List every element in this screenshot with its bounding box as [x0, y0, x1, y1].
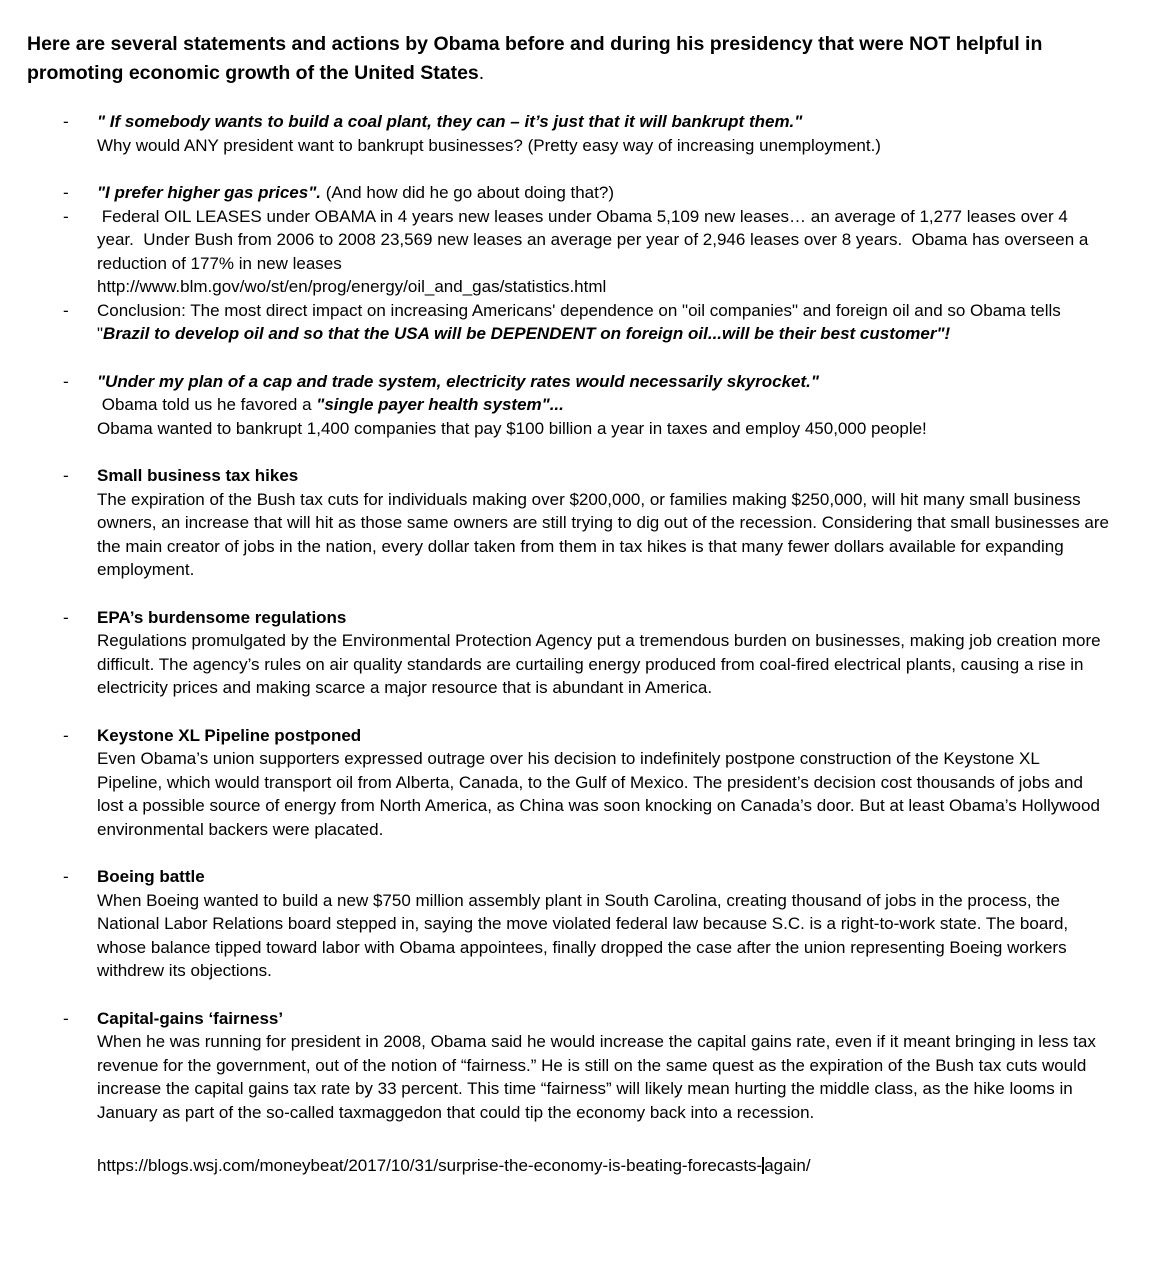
text-run: "single payer health system"...: [316, 395, 564, 414]
text-run: Small business tax hikes: [97, 466, 299, 485]
text-run: Conclusion: The most direct impact on increasing Americans' dependence on "oil companies" and foreign oil and so Obama tells ": [97, 300, 1066, 343]
title-text-bold: Here are several statements and actions by Obama before and during his presidency that were NOT helpful in promoting economic growth of the United States: [27, 33, 1043, 84]
bullet-marker: -: [63, 183, 69, 202]
page-title: [27, 30, 1109, 88]
list-item: [27, 205, 1109, 299]
bullet-content: [97, 181, 1109, 205]
footer-url-line: [27, 1154, 1109, 1178]
bullet-marker: -: [63, 725, 69, 745]
bullet-content: [97, 205, 1109, 299]
text-run: "I prefer higher gas prices".: [97, 183, 321, 202]
text-run: When Boeing wanted to build a new $750 million assembly plant in South Carolina, creating thousand of jobs in the process, the National Labor Relations board stepped in, saying the move violated federal law because S.C. is a right-to-work state. The board, whose balance tipped toward labor with Obama appointees, finally dropped the case after the union representing Boeing workers withdrew its objections.: [97, 890, 1073, 980]
text-run: http://www.blm.gov/wo/st/en/prog/energy/oil_and_gas/statistics.html: [97, 277, 607, 296]
bullet-content: [97, 299, 1109, 346]
heading-line: [97, 724, 1109, 748]
text-run: Obama told us he favored a: [97, 395, 317, 414]
bullet-marker: -: [63, 607, 69, 627]
list-item: [27, 606, 1109, 700]
text-run: Keystone XL Pipeline postponed: [97, 725, 362, 745]
bullet-content: [97, 724, 1109, 842]
text-run: Even Obama’s union supporters expressed outrage over his decision to indefinitely postpone construction of the Keystone XL Pipeline, which would transport oil from Alberta, Canada, to the Gulf of Mexico. The president’s decision cost thousands of jobs and lost a possible source of energy from North America, as China was soon knocking on Canada’s door. But at least Obama’s Hollywood environmental backers were placated.: [97, 749, 1105, 839]
bullet-content: [97, 606, 1109, 700]
body-line: [97, 629, 1109, 700]
list-item: [27, 181, 1109, 205]
title-text-period: .: [478, 62, 485, 84]
bullet-marker: -: [63, 112, 69, 131]
list-item: [27, 1007, 1109, 1125]
body-line: [97, 889, 1109, 983]
list-item: [27, 370, 1109, 441]
url-line: [97, 275, 1109, 299]
heading-line: [97, 1007, 1109, 1031]
bullet-content: [97, 1007, 1109, 1125]
bullet-marker: -: [63, 466, 69, 485]
heading-line: [97, 606, 1109, 630]
body-line: [97, 747, 1109, 841]
body-line: [97, 1030, 1109, 1124]
body-line: [97, 299, 1109, 346]
footer-url-text: https://blogs.wsj.com/moneybeat/2017/10/31/surprise-the-economy-is-beating-forecasts-: [97, 1156, 763, 1175]
bullet-marker: -: [63, 1008, 69, 1028]
footer-url-text-after: again/: [764, 1156, 811, 1175]
bullet-list: [27, 110, 1114, 1124]
text-run: (And how did he go about doing that?): [320, 183, 614, 202]
text-run: When he was running for president in 2008, Obama said he would increase the capital gains rate, even if it meant bringing in less tax revenue for the government, out of the notion of “fairness.” He is still on the same quest as the expiration of the Bush tax cuts would increase the capital gains tax rate by 33 percent. This time “fairness” will likely mean hurting the middle class, as the hike looms in January as part of the so-called taxmaggedon that could tip the economy back into a recession.: [97, 1032, 1101, 1122]
bullet-content: [97, 110, 1109, 157]
text-run: Brazil to develop oil and so that the USA will be DEPENDENT on foreign oil...will be their best customer"!: [103, 324, 951, 343]
body-line: [97, 393, 1109, 417]
quote-line: [97, 370, 1109, 394]
list-item: [27, 299, 1109, 346]
text-run: EPA’s burdensome regulations: [97, 607, 347, 627]
text-run: Boeing battle: [97, 867, 205, 886]
list-item: [27, 464, 1114, 582]
list-item: [27, 110, 1109, 157]
bullet-marker: -: [63, 206, 69, 226]
text-run: The expiration of the Bush tax cuts for individuals making over $200,000, or families making $250,000, will hit many small business owners, an increase that will hit as those same owners are still trying to dig out of the recession. Considering that small businesses are the main creator of jobs in the nation, every dollar taken from them in tax hikes is that many fewer dollars available for expanding employment.: [97, 489, 1114, 579]
body-line: [97, 417, 1109, 441]
text-run: Regulations promulgated by the Environmental Protection Agency put a tremendous burden on businesses, making job creation more difficult. The agency’s rules on air quality standards are curtailing energy produced from coal-fired electrical plants, causing a rise in electricity prices and making scarce a major resource that is abundant in America.: [97, 631, 1106, 697]
text-run: Obama wanted to bankrupt 1,400 companies that pay $100 billion a year in taxes and employ 450,000 people!: [97, 418, 927, 438]
quote-line: [97, 181, 1109, 205]
bullet-marker: -: [63, 300, 69, 320]
quote-line: [97, 110, 1109, 134]
text-run: " If somebody wants to build a coal plant, they can – it’s just that it will bankrupt them.": [97, 112, 803, 131]
list-item: [27, 724, 1109, 842]
body-line: [97, 205, 1109, 276]
bullet-marker: -: [63, 371, 69, 391]
comment-line: [97, 134, 1109, 158]
bullet-marker: -: [63, 867, 69, 886]
bullet-content: [97, 865, 1109, 983]
text-run: Federal OIL LEASES under OBAMA in 4 years new leases under Obama 5,109 new leases… an average of 1,277 leases over 4 year. Under Bush from 2006 to 2008 23,569 new leases an average per year of 2,946 leases over 8 years. Obama has overseen a reduction of 177% in new leases: [97, 206, 1094, 273]
text-run: Capital-gains ‘fairness’: [97, 1008, 284, 1028]
text-run: "Under my plan of a cap and trade system, electricity rates would necessarily skyrocket.": [97, 371, 819, 391]
bullet-content: [97, 464, 1114, 582]
bullet-content: [97, 370, 1109, 441]
body-line: [97, 488, 1114, 582]
list-item: [27, 865, 1109, 983]
heading-line: [97, 865, 1109, 889]
text-run: Why would ANY president want to bankrupt businesses? (Pretty easy way of increasing unemployment.): [97, 135, 881, 155]
heading-line: [97, 464, 1109, 488]
